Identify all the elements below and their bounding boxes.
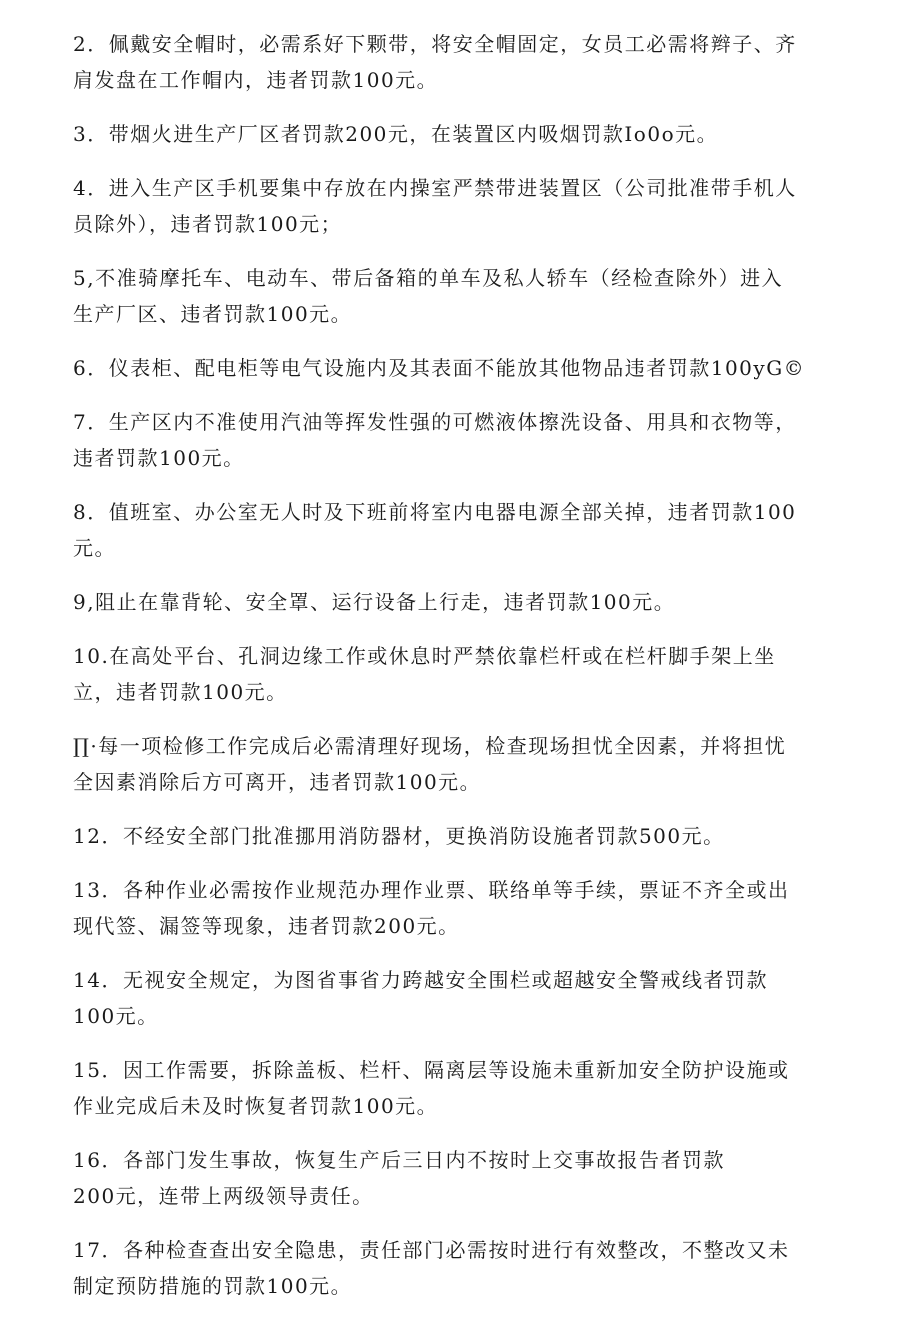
rule-line: 现代签、漏签等现象，违者罚款200元。 bbox=[73, 914, 460, 938]
rule-line: 7．生产区内不准使用汽油等挥发性强的可燃液体擦洗设备、用具和衣物等， bbox=[73, 410, 797, 434]
rule-line: 2．佩戴安全帽时，必需系好下颗带，将安全帽固定，女员工必需将辫子、齐 bbox=[73, 32, 797, 56]
rule-paragraph bbox=[73, 818, 863, 854]
rule-paragraph bbox=[73, 638, 863, 710]
rule-paragraph bbox=[73, 584, 863, 620]
rule-line: 员除外），违者罚款100元； bbox=[73, 212, 343, 236]
rule-line: 14．无视安全规定，为图省事省力跨越安全围栏或超越安全警戒线者罚款 bbox=[73, 968, 768, 992]
rule-paragraph bbox=[73, 170, 863, 242]
rule-line: 17．各种检查查出安全隐患，责任部门必需按时进行有效整改，不整改又未 bbox=[73, 1238, 790, 1262]
rule-line: ∏·每一项检修工作完成后必需清理好现场，检查现场担忧全因素，并将担忧 bbox=[73, 734, 787, 758]
rule-line: 4．进入生产区手机要集中存放在内操室严禁带进装置区（公司批准带手机人 bbox=[73, 176, 797, 200]
rule-paragraph bbox=[73, 1052, 863, 1124]
rule-paragraph bbox=[73, 260, 863, 332]
rule-paragraph bbox=[73, 1142, 863, 1214]
rule-line: 6．仪表柜、配电柜等电气设施内及其表面不能放其他物品违者罚款100yG© bbox=[73, 356, 806, 380]
rule-line: 违者罚款100元。 bbox=[73, 446, 245, 470]
document-body bbox=[73, 26, 863, 1322]
rule-line: 8．值班室、办公室无人时及下班前将室内电器电源全部关掉，违者罚款100 bbox=[73, 500, 797, 524]
rule-paragraph bbox=[73, 350, 863, 386]
rule-paragraph bbox=[73, 962, 863, 1034]
rule-paragraph bbox=[73, 1232, 863, 1304]
rule-line: 作业完成后未及时恢复者罚款100元。 bbox=[73, 1094, 439, 1118]
rule-line: 全因素消除后方可离开，违者罚款100元。 bbox=[73, 770, 482, 794]
rule-line: 立，违者罚款100元。 bbox=[73, 680, 288, 704]
rule-line: 元。 bbox=[73, 536, 116, 560]
rule-line: 生产厂区、违者罚款100元。 bbox=[73, 302, 353, 326]
rule-line: 9,阻止在靠背轮、安全罩、运行设备上行走，违者罚款100元。 bbox=[73, 590, 676, 614]
rule-line: 制定预防措施的罚款100元。 bbox=[73, 1274, 353, 1298]
rule-line: 3．带烟火进生产厂区者罚款200元，在装置区内吸烟罚款Io0o元。 bbox=[73, 122, 719, 146]
rule-line: 10.在高处平台、孔洞边缘工作或休息时严禁依靠栏杆或在栏杆脚手架上坐 bbox=[73, 644, 776, 668]
rule-line: 200元，连带上两级领导责任。 bbox=[73, 1184, 374, 1208]
rule-line: 13．各种作业必需按作业规范办理作业票、联络单等手续，票证不齐全或出 bbox=[73, 878, 790, 902]
rule-line: 15．因工作需要，拆除盖板、栏杆、隔离层等设施未重新加安全防护设施或 bbox=[73, 1058, 790, 1082]
rule-paragraph bbox=[73, 26, 863, 98]
rule-line: 16．各部门发生事故，恢复生产后三日内不按时上交事故报告者罚款 bbox=[73, 1148, 725, 1172]
rule-line: 5,不准骑摩托车、电动车、带后备箱的单车及私人轿车（经检查除外）进入 bbox=[73, 266, 784, 290]
rule-paragraph bbox=[73, 116, 863, 152]
rule-line: 100元。 bbox=[73, 1004, 159, 1028]
rule-line: 肩发盘在工作帽内，违者罚款100元。 bbox=[73, 68, 439, 92]
rule-line: 12．不经安全部门批准挪用消防器材，更换消防设施者罚款500元。 bbox=[73, 824, 725, 848]
rule-paragraph bbox=[73, 494, 863, 566]
rule-paragraph bbox=[73, 728, 863, 800]
rule-paragraph bbox=[73, 872, 863, 944]
rule-paragraph bbox=[73, 404, 863, 476]
